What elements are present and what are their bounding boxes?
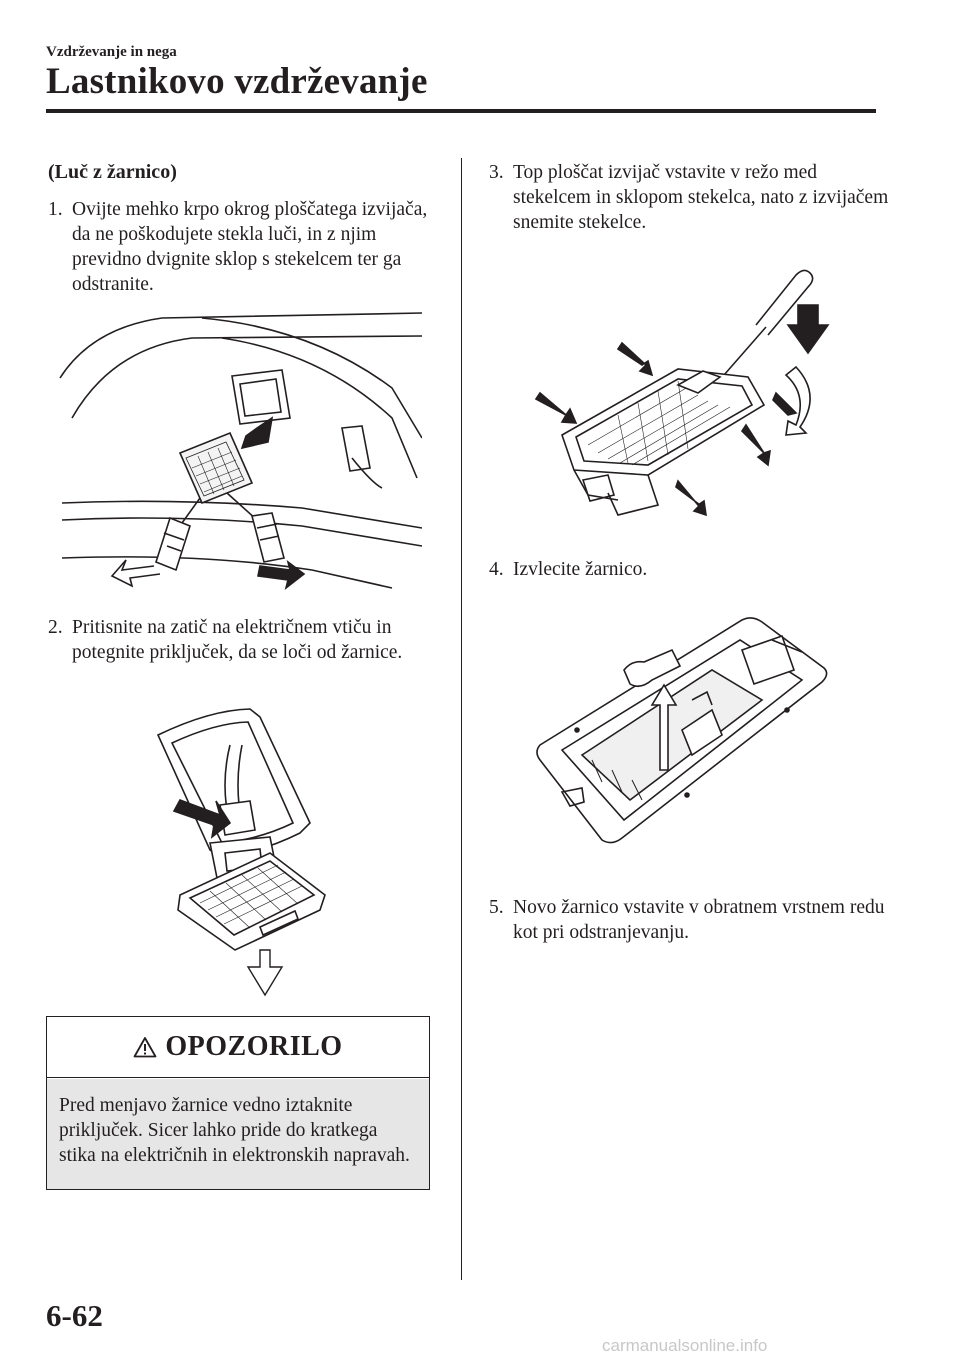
section-label: Vzdrževanje in nega <box>46 44 177 60</box>
step-text: Top ploščat izvijač vstavite v režo med stekelcem in sklopom stekelca, nato z izvijačem snemite stekelce. <box>513 162 889 233</box>
chapter-title: Lastnikovo vzdrževanje <box>46 61 428 102</box>
warning-triangle-icon <box>133 1036 157 1058</box>
subheading: (Luč z žarnico) <box>48 161 177 183</box>
step-5 <box>489 895 889 945</box>
figure-bulb-removal <box>532 610 832 855</box>
watermark: carmanualsonline.info <box>602 1336 768 1355</box>
step-2 <box>48 615 443 665</box>
warning-box <box>46 1016 430 1190</box>
warning-body <box>47 1079 429 1189</box>
page-number: 6-62 <box>46 1298 103 1333</box>
figure-lens-removal <box>52 308 422 598</box>
step-4 <box>489 557 889 582</box>
step-number: 5. <box>489 897 504 918</box>
figure-lens-pry <box>528 265 838 535</box>
step-1 <box>48 197 443 297</box>
step-text: Izvlecite žarnico. <box>513 559 648 580</box>
step-text: Novo žarnico vstavite v obratnem vrstnem redu kot pri odstranjevanju. <box>513 897 885 943</box>
figure-connector-removal <box>150 705 330 1000</box>
warning-header <box>47 1017 429 1078</box>
column-divider <box>461 158 462 1280</box>
step-text: Ovijte mehko krpo okrog ploščatega izvijača, da ne poškodujete stekla luči, in z njim previdno dvignite sklop s stekelcem ter ga odstranite. <box>72 199 428 295</box>
step-text: Pritisnite na zatič na električnem vtiču in potegnite priključek, da se loči od žarnice. <box>72 617 403 663</box>
step-number: 1. <box>48 199 63 220</box>
step-number: 3. <box>489 162 504 183</box>
warning-label: OPOZORILO <box>165 1031 343 1062</box>
warning-text: Pred menjavo žarnice vedno iztaknite priključek. Sicer lahko pride do kratkega stika na električnih in elektronskih napravah. <box>59 1095 410 1166</box>
step-number: 4. <box>489 559 504 580</box>
title-rule <box>46 109 876 113</box>
step-3 <box>489 160 889 235</box>
step-number: 2. <box>48 617 63 638</box>
